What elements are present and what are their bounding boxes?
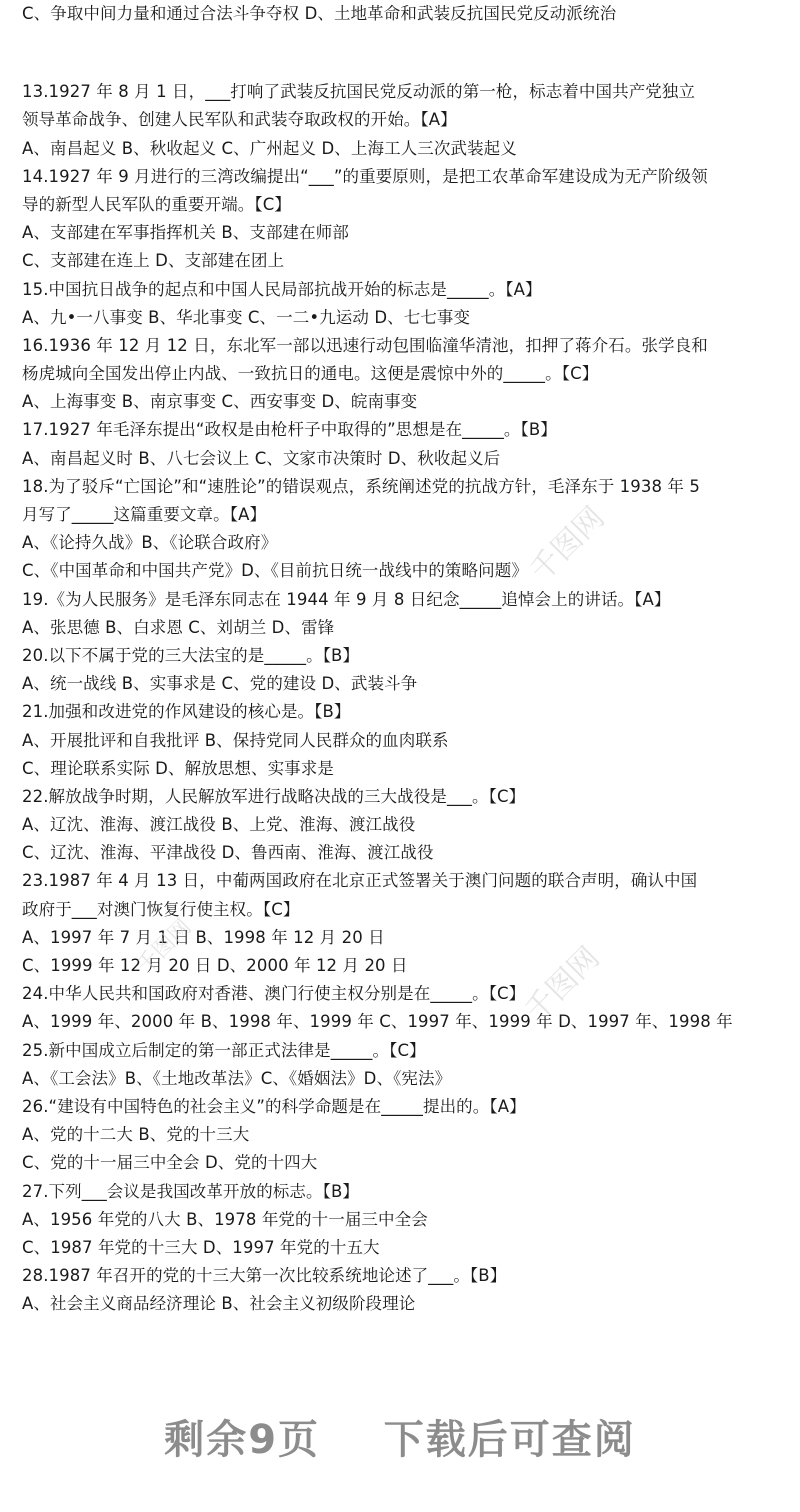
document-line: 杨虎城向全国发出停止内战、一致抗日的通电。这便是震惊中外的_____。【C】	[22, 364, 599, 384]
spacer	[22, 28, 782, 78]
remaining-pages-banner[interactable]: 剩余9页 下载后可查阅	[164, 1417, 636, 1463]
document-body	[22, 0, 782, 1318]
document-line: A、1956 年党的八大 B、1978 年党的十一届三中全会	[22, 1209, 428, 1229]
question-list	[22, 78, 782, 1318]
document-line: 23.1987 年 4 月 13 日，中葡两国政府在北京正式签署关于澳门问题的联合声明，确认中国	[22, 871, 698, 891]
document-line: 导的新型人民军队的重要开端。【C】	[22, 194, 291, 214]
document-line: 政府于___对澳门恢复行使主权。【C】	[22, 899, 300, 919]
document-line: A、《工会法》B、《土地改革法》C、《婚姻法》D、《宪法》	[22, 1068, 452, 1088]
document-line: A、上海事变 B、南京事变 C、西安事变 D、皖南事变	[22, 392, 418, 412]
document-line: 22.解放战争时期，人民解放军进行战略决战的三大战役是___。【C】	[22, 786, 526, 806]
document-line: A、《论持久战》B、《论联合政府》	[22, 533, 278, 553]
document-line: C、理论联系实际 D、解放思想、实事求是	[22, 758, 334, 778]
document-line: C、《中国革命和中国共产党》D、《目前抗日统一战线中的策略问题》	[22, 561, 528, 581]
document-line: 15.中国抗日战争的起点和中国人民局部抗战开始的标志是_____。【A】	[22, 279, 542, 299]
document-line: C、争取中间力量和通过合法斗争夺权 D、土地革命和武装反抗国民党反动派统治	[22, 4, 617, 23]
document-line: 20.以下不属于党的三大法宝的是_____。【B】	[22, 645, 360, 665]
document-line: 月写了_____这篇重要文章。【A】	[22, 505, 267, 524]
document-line: 13.1927 年 8 月 1 日，___打响了武装反抗国民党反动派的第一枪，标志着中国共产党独立	[22, 82, 696, 102]
document-line: 16.1936 年 12 月 12 日，东北军一部以迅速行动包围临潼华清池，扣押了蒋介石。张学良和	[22, 335, 708, 355]
document-line: C、支部建在连上 D、支部建在团上	[22, 251, 285, 271]
document-line: A、支部建在军事指挥机关 B、支部建在师部	[22, 223, 349, 243]
document-line: 18.为了驳斥“亡国论”和“速胜论”的错误观点，系统阐述党的抗战方针，毛泽东于 1938 年 5	[22, 476, 700, 496]
document-line: C、1999 年 12 月 20 日 D、2000 年 12 月 20 日	[22, 956, 408, 975]
document-line: 21.加强和改进党的作风建设的核心是。【B】	[22, 702, 351, 722]
document-line: 领导革命战争、创建人民军队和武装夺取政权的开始。【A】	[22, 110, 457, 130]
document-line: 26.“建设有中国特色的社会主义”的科学命题是在_____提出的。【A】	[22, 1096, 526, 1116]
document-line: 19.《为人民服务》是毛泽东同志在 1944 年 9 月 8 日纪念_____追悼会上的讲话。【A】	[22, 589, 671, 609]
document-line: 17.1927 年毛泽东提出“政权是由枪杆子中取得的”思想是在_____。【B】	[22, 420, 557, 440]
document-line: A、开展批评和自我批评 B、保持党同人民群众的血肉联系	[22, 730, 449, 750]
document-line: A、社会主义商品经济理论 B、社会主义初级阶段理论	[22, 1294, 416, 1314]
document-line: 27.下列___会议是我国改革开放的标志。【B】	[22, 1181, 359, 1201]
watermark: 千图网	[518, 940, 607, 1029]
document-line: A、张思德 B、白求恩 C、刘胡兰 D、雷锋	[22, 617, 335, 637]
document-line: A、辽沈、淮海、渡江战役 B、上党、淮海、渡江战役	[22, 815, 416, 835]
document-line: 24.中华人民共和国政府对香港、澳门行使主权分别是在_____。【C】	[22, 984, 526, 1004]
document-line: A、1999 年、2000 年 B、1998 年、1999 年 C、1997 年、1999 年 D、1997 年、1998 年	[22, 1012, 733, 1032]
document-line: 25.新中国成立后制定的第一部正式法律是_____。【C】	[22, 1040, 426, 1060]
watermark: 千图网	[523, 500, 612, 589]
document-line: A、统一战线 B、实事求是 C、党的建设 D、武装斗争	[22, 674, 418, 694]
document-line: C、1987 年党的十三大 D、1997 年党的十五大	[22, 1237, 380, 1257]
document-line: A、南昌起义时 B、八七会议上 C、文家市决策时 D、秋收起义后	[22, 448, 501, 468]
document-line: A、党的十二大 B、党的十三大	[22, 1125, 250, 1145]
document-line: A、九•一八事变 B、华北事变 C、一二•九运动 D、七七事变	[22, 307, 471, 327]
watermark: 千图网	[132, 914, 197, 980]
document-line: C、辽沈、淮海、平津战役 D、鲁西南、淮海、渡江战役	[22, 843, 434, 863]
document-line: C、党的十一届三中全会 D、党的十四大	[22, 1153, 318, 1173]
document-line: A、1997 年 7 月 1 日 B、1998 年 12 月 20 日	[22, 927, 385, 947]
document-line: 14.1927 年 9 月进行的三湾改编提出“___”的重要原则，是把工农革命军建设成为无产阶级领	[22, 166, 708, 186]
document-line: A、南昌起义 B、秋收起义 C、广州起义 D、上海工人三次武装起义	[22, 138, 517, 158]
document-line: 28.1987 年召开的党的十三大第一次比较系统地论述了___。【B】	[22, 1266, 507, 1286]
